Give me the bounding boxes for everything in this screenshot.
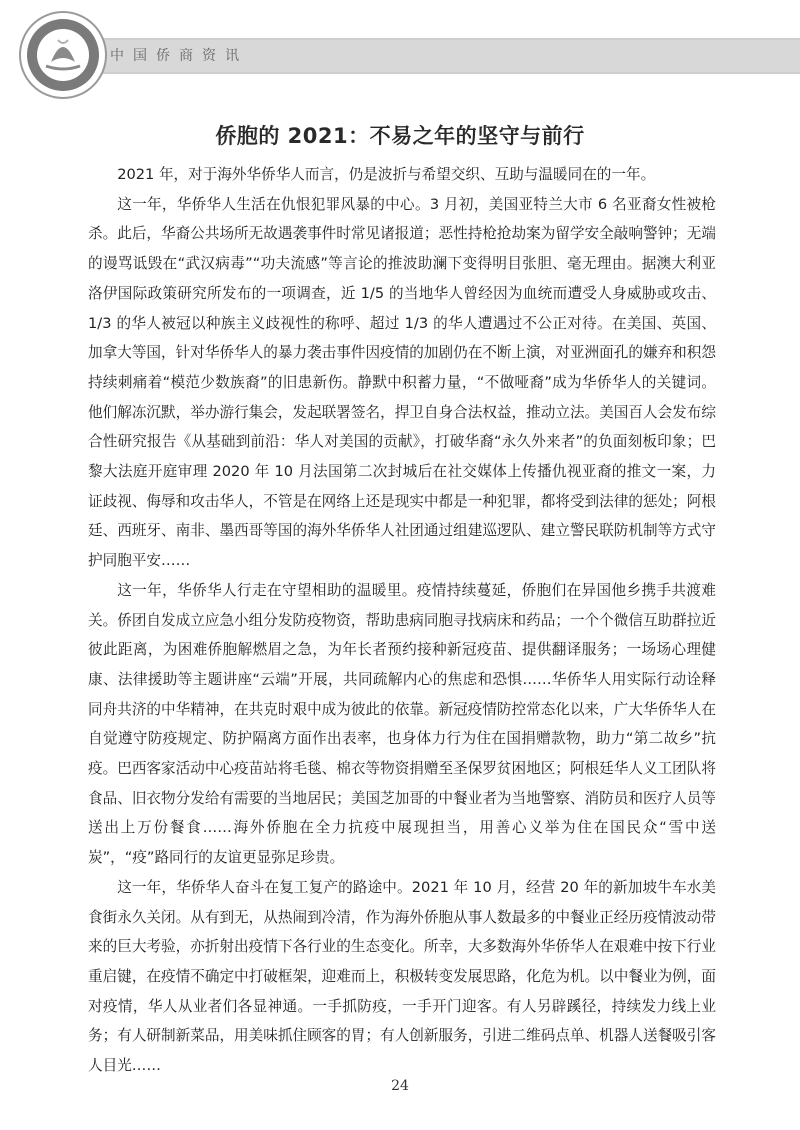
section-title: 中国侨商资讯 <box>110 48 248 64</box>
paragraph: 这一年，华侨华人奋斗在复工复产的路途中。2021 年 10 月，经营 20 年的新加坡牛车水美食街永久关闭。从有到无，从热闹到冷清，作为海外侨胞从事人数最多的中餐业正经历疫情波动带来的巨大考验，亦折射出疫情下各行业的生态变化。所幸，大多数海外华侨华人在艰难中按下行业重启键，在疫情不确定中打破框架，迎难而上，积极转变发展思路，化危为机。以中餐业为例，面对疫情，华人从业者们各显神通。一手抓防疫，一手开门迎客。有人另辟蹊径，持续发力线上业务；有人研制新菜品，用美味抓住顾客的胃；有人创新服务，引进二维码点单、机器人送餐吸引客人目光…… <box>88 878 716 1075</box>
paragraph: 这一年，华侨华人行走在守望相助的温暖里。疫情持续蔓延，侨胞们在异国他乡携手共渡难关。侨团自发成立应急小组分发防疫物资，帮助患病同胞寻找病床和药品；一个个微信互助群拉近彼此距离，为困难侨胞解燃眉之急，为年长者预约接种新冠疫苗、提供翻译服务；一场场心理健康、法律援助等主题讲座“云端”开展，共同疏解内心的焦虑和恐惧……华侨华人用实际行动诠释同舟共济的中华精神，在共克时艰中成为彼此的依靠。新冠疫情防控常态化以来，广大华侨华人在自觉遵守防疫规定、防护隔离方面作出表率，也身体力行为住在国捐赠款物，助力“第二故乡”抗疫。巴西客家活动中心疫苗站将毛毯、棉衣等物资捐赠至圣保罗贫困地区；阿根廷华人义工团队将食品、旧衣物分发给有需要的当地居民；美国芝加哥的中餐业者为当地警察、消防员和医疗人员等送出上万份餐食……海外侨胞在全力抗疫中展现担当，用善心义举为住在国民众“雪中送炭”，“疫”路同行的友谊更显弥足珍贵。 <box>88 581 716 867</box>
logo-emblem <box>18 10 108 100</box>
paragraph: 这一年，华侨华人生活在仇恨犯罪风暴的中心。3 月初，美国亚特兰大市 6 名亚裔女性被枪杀。此后，华裔公共场所无故遇袭事件时常见诸报道；恶性持枪抢劫案为留学安全敲响警钟；无端的谩骂诋毁在“武汉病毒”“功夫流感”等言论的推波助澜下变得明目张胆、毫无理由。据澳大利亚洛伊国际政策研究所发布的一项调查，近 1/5 的当地华人曾经因为血统而遭受人身威胁或攻击、1/3 的华人被冠以种族主义歧视性的称呼、超过 1/3 的华人遭遇过不公正对待。在美国、英国、加拿大等国，针对华侨华人的暴力袭击事件因疫情的加剧仍在不断上演，对亚洲面孔的嫌弃和积怨持续刺痛着“模范少数族裔”的旧患新伤。静默中积蓄力量，“不做哑裔”成为华侨华人的关键词。他们解冻沉默，举办游行集会，发起联署签名，捍卫自身合法权益，推动立法。美国百人会发布综合性研究报告《从基础到前沿：华人对美国的贡献》，打破华裔“永久外来者”的负面刻板印象；巴黎大法庭开庭审理 2020 年 10 月法国第二次封城后在社交媒体上传播仇视亚裔的推文一案，力证歧视、侮辱和攻击华人，不管是在网络上还是现实中都是一种犯罪，都将受到法律的惩处；阿根廷、西班牙、南非、墨西哥等国的海外华侨华人社团通过组建巡逻队、建立警民联防机制等方式守护同胞平安…… <box>88 195 716 570</box>
article-body <box>88 160 716 1081</box>
paragraph: 2021 年，对于海外华侨华人而言，仍是波折与希望交织、互助与温暖同在的一年。 <box>117 166 656 183</box>
page-number: 24 <box>391 1078 409 1094</box>
article-title: 侨胞的 2021：不易之年的坚守与前行 <box>215 124 585 148</box>
